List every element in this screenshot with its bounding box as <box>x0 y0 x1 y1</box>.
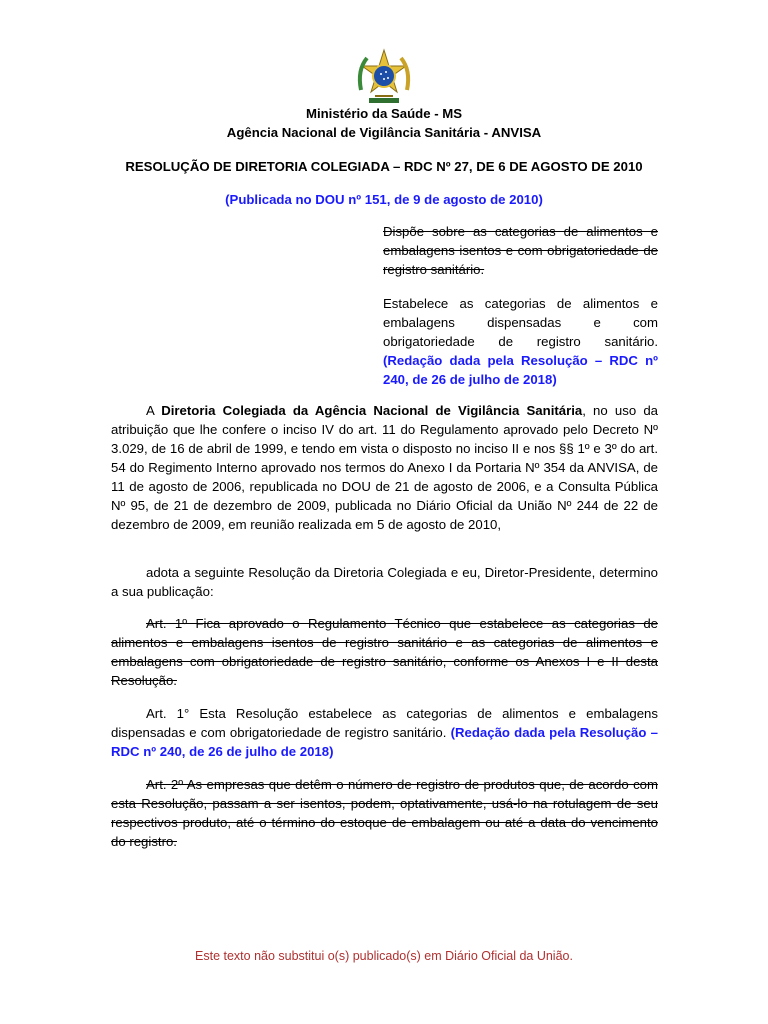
publication-note: (Publicada no DOU nº 151, de 9 de agosto de 2010) <box>225 192 543 207</box>
article-1-amendment-note: (Redação dada pela Resolução – RDC nº 240, de 26 de julho de 2018) <box>111 725 658 759</box>
article-1-amended <box>111 704 658 761</box>
ementa-amended-text: Estabelece as categorias de alimentos e embalagens dispensadas e com obrigatoriedade de registro sanitário. <box>383 296 658 349</box>
resolution-title: RESOLUÇÃO DE DIRETORIA COLEGIADA – RDC Nº 27, DE 6 DE AGOSTO DE 2010 <box>125 159 643 174</box>
ementa-amendment-note: (Redação dada pela Resolução – RDC nº 240, de 26 de julho de 2018) <box>383 353 658 387</box>
adoption-paragraph: adota a seguinte Resolução da Diretoria Colegiada e eu, Diretor-Presidente, determino a sua publicação: <box>111 565 658 599</box>
preamble-paragraph <box>111 401 658 534</box>
ementa-struck: Dispõe sobre as categorias de alimentos e embalagens isentos e com obrigatoriedade de registro sanitário. <box>383 224 658 277</box>
footer-disclaimer: Este texto não substitui o(s) publicado(s) em Diário Oficial da União. <box>195 949 573 963</box>
brazil-coat-of-arms-icon <box>353 48 415 108</box>
preamble-subject: Diretoria Colegiada da Agência Nacional de Vigilância Sanitária <box>161 403 583 418</box>
preamble-intro: A <box>146 403 162 418</box>
article-1-text: Art. 1° Esta Resolução estabelece as categorias de alimentos e embalagens dispensadas e com obrigatoriedade de registro sanitário. <box>111 706 658 740</box>
ementa-amended <box>383 294 658 389</box>
article-2-struck: Art. 2º As empresas que detêm o número de registro de produtos que, de acordo com esta Resolução, passam a ser isentos, podem, optativamente, usá-lo na rotulagem de seu respectivos produto, até o término do estoque de embalagem ou até a data do vencimento do registro. <box>111 777 658 849</box>
article-1-struck: Art. 1º Fica aprovado o Regulamento Técnico que estabelece as categorias de alimentos e embalagens isentos de registro sanitário e as categorias de alimentos e embalagens com obrigatoriedade de registro sanitário, conforme os Anexos I e II desta Resolução. <box>111 616 658 688</box>
agency-name: Agência Nacional de Vigilância Sanitária - ANVISA <box>226 125 542 140</box>
preamble-text: , no uso da atribuição que lhe confere o inciso IV do art. 11 do Regulamento aprovado pelo Decreto Nº 3.029, de 16 de abril de 1999, e tendo em vista o disposto no inciso II e nos §§ 1º e 3º do art. 54 do Regimento Interno aprovado nos termos do Anexo I da Portaria Nº 354 da ANVISA, de 11 de agosto de 2006, republicada no DOU de 21 de agosto de 2006, e a Consulta Pública Nº 95, de 21 de dezembro de 2009, publicada no Diário Oficial da União Nº 244 de 22 de dezembro de 2009, em reunião realizada em 5 de agosto de 2010, <box>111 403 658 532</box>
ministry-name: Ministério da Saúde - MS <box>305 106 463 121</box>
